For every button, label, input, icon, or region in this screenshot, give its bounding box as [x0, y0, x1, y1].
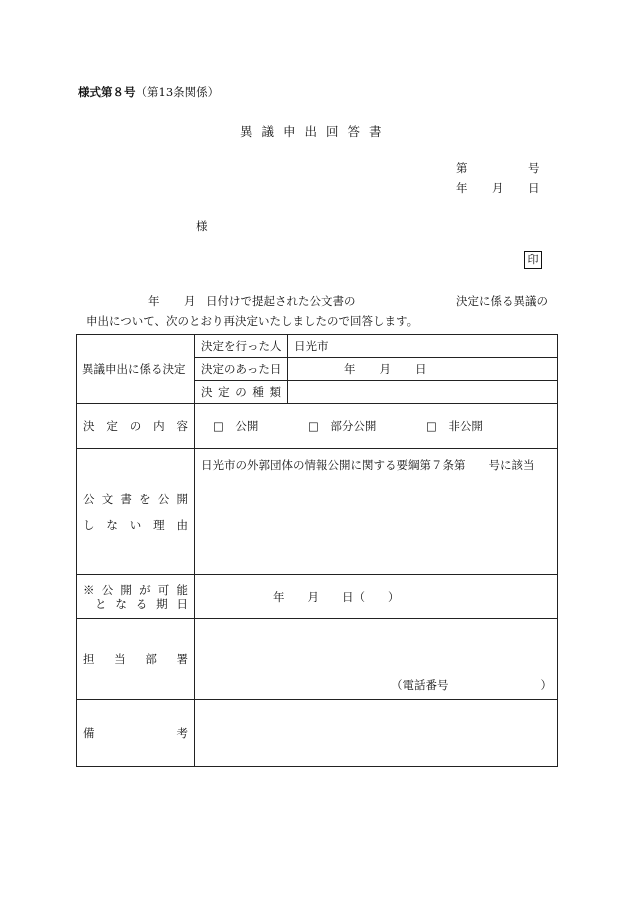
- dept-label: 担当部署: [77, 619, 195, 700]
- possible-date-label: [77, 575, 195, 619]
- body-line-2: 申出について、次のとおり再決定いたしましたので回答します。: [86, 314, 419, 328]
- decision-date-label: 決定のあった日: [195, 358, 288, 381]
- decision-date-year: 年: [344, 362, 356, 376]
- date-month: 月: [492, 181, 504, 195]
- addressee-sama: 様: [196, 219, 208, 233]
- decider-label: 決定を行った人: [195, 335, 288, 358]
- seal-stamp: 印: [524, 251, 542, 269]
- decider-value: 日光市: [288, 335, 558, 358]
- body-year: 年: [148, 294, 160, 308]
- reason-text: 日光市の外郭団体の情報公開に関する要綱第７条第 号に該当: [195, 449, 558, 575]
- objection-decision-label: 異議申出に係る決定: [77, 335, 195, 404]
- decision-content-options: [195, 404, 558, 449]
- form-number-label: 様式第８号: [78, 85, 136, 99]
- decision-type-value: [288, 381, 558, 404]
- possible-date-label-line-2: となる期日: [95, 596, 188, 611]
- dept-phone: （電話番号 ）: [195, 619, 558, 700]
- page-title: 異議申出回答書: [240, 124, 391, 139]
- body-decision-text: 決定に係る異議の: [456, 294, 548, 308]
- decision-date-day: 日: [415, 362, 427, 376]
- body-date-text: 日付けで提起された公文書の: [206, 294, 356, 308]
- date-year: 年: [456, 181, 468, 195]
- reason-label-line-2: しない理由: [83, 517, 188, 532]
- remarks-value: [195, 700, 558, 767]
- decision-content-label: 決定の内容: [77, 404, 195, 449]
- reason-label-line-1: 公文書を公開: [83, 491, 188, 506]
- remarks-label: 備考: [77, 700, 195, 767]
- form-number: [78, 84, 219, 100]
- date-day: 日: [528, 181, 540, 195]
- possible-date-label-line-1: ※公開が可能: [83, 582, 188, 597]
- response-table: [76, 334, 558, 767]
- decision-date-value: [288, 358, 558, 381]
- decision-type-label: 決定の種類: [195, 381, 288, 404]
- option-non-public[interactable]: □ 非公開: [426, 419, 483, 433]
- form-relation: （第13条関係）: [135, 85, 220, 99]
- doc-number-dai: 第: [456, 161, 468, 175]
- option-public[interactable]: □ 公開: [213, 419, 259, 433]
- reason-label: [77, 449, 195, 575]
- doc-number-go: 号: [528, 161, 540, 175]
- option-partial-public[interactable]: □ 部分公開: [308, 419, 377, 433]
- decision-date-month: 月: [379, 362, 391, 376]
- body-month: 月: [184, 294, 196, 308]
- possible-date-value: 年 月 日（ ）: [195, 575, 558, 619]
